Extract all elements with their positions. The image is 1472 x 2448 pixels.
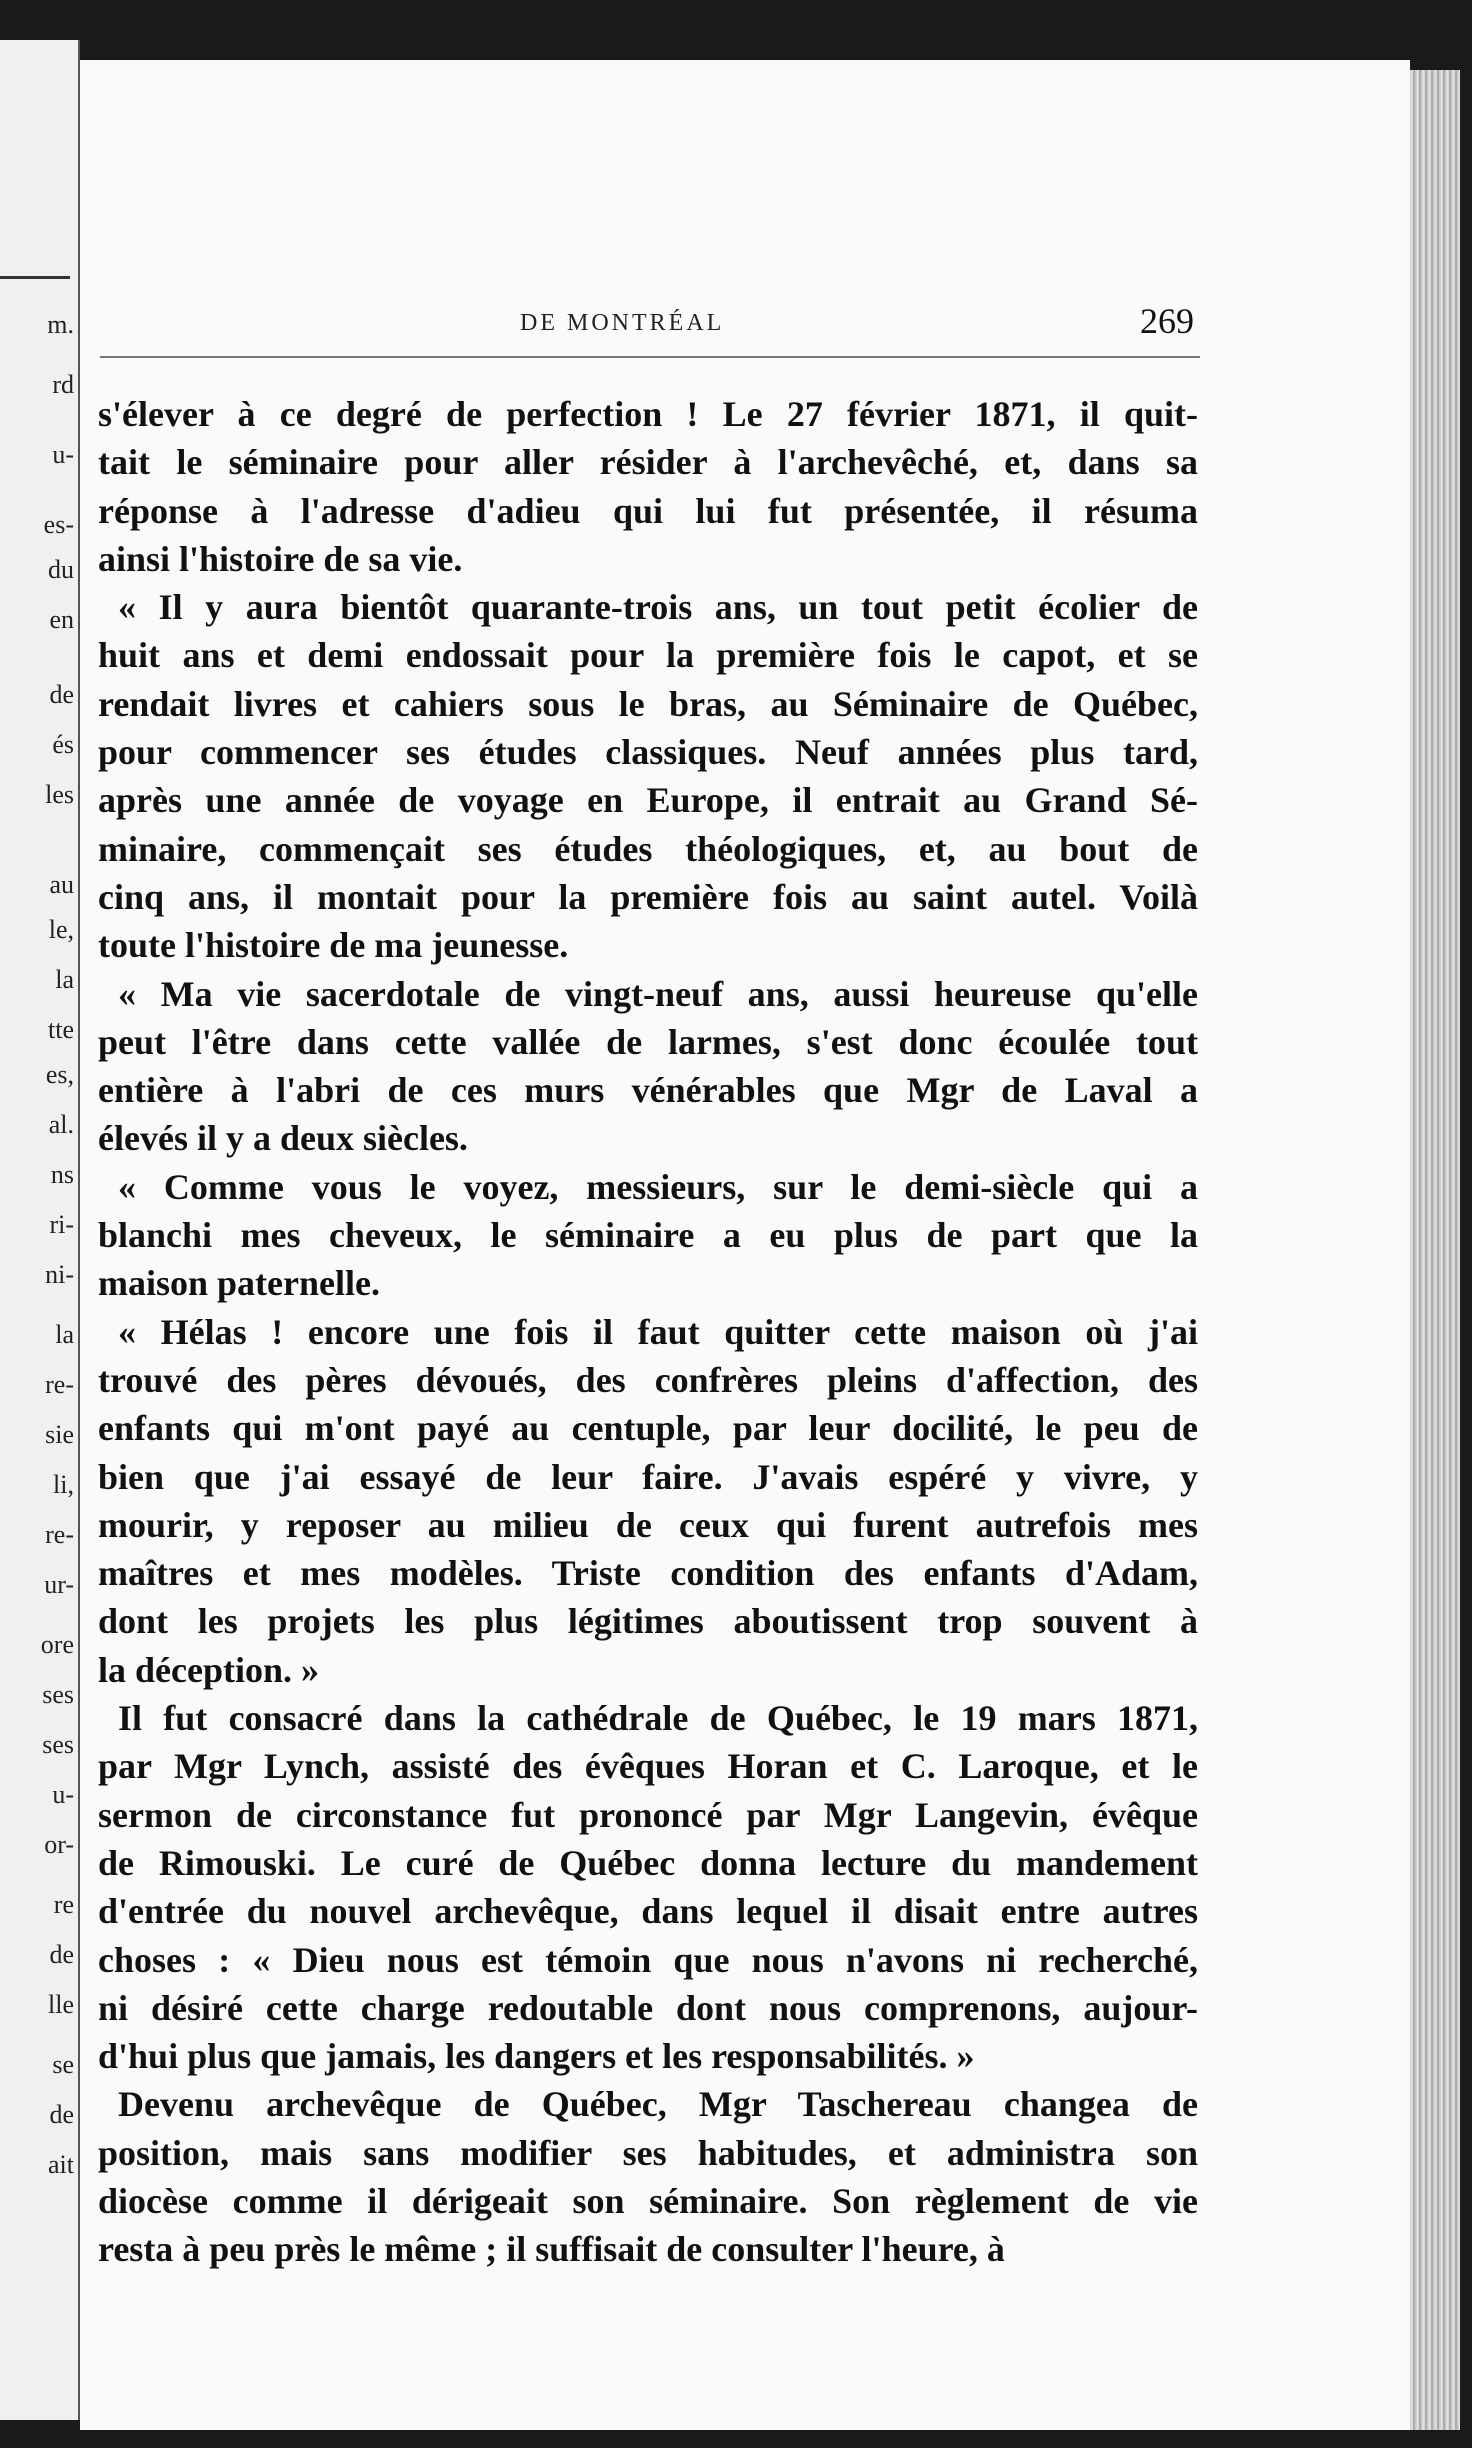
left-page-fragment: sie: [45, 1420, 74, 1449]
text-line: mourir, y reposer au milieu de ceux qui furent autrefois mes: [98, 1504, 1198, 1545]
page-edges: [1410, 70, 1460, 2430]
text-line: après une année de voyage en Europe, il entrait au Grand Sé-: [98, 780, 1198, 821]
left-page-fragment: re-: [45, 1520, 74, 1549]
text-line: maîtres et mes modèles. Triste condition des enfants d'Adam,: [98, 1553, 1198, 1594]
left-page-fragment: ni-: [45, 1260, 74, 1289]
text-line: de Rimouski. Le curé de Québec donna lecture du mandement: [98, 1842, 1198, 1883]
text-line: blanchi mes cheveux, le séminaire a eu plus de part que la: [98, 1215, 1198, 1256]
text-line: peut l'être dans cette vallée de larmes, s'est donc écoulée tout: [98, 1021, 1198, 1062]
left-page-fragment: se: [52, 2050, 74, 2079]
page-header: [80, 301, 1410, 348]
left-page-fragment: ait: [48, 2150, 74, 2179]
left-page-fragment: u-: [52, 1780, 74, 1809]
left-page-fragment: ns: [50, 1160, 74, 1189]
text-line: par Mgr Lynch, assisté des évêques Horan et C. Laroque, et le: [98, 1746, 1198, 1787]
text-line: pour commencer ses études classiques. Neuf années plus tard,: [98, 732, 1198, 773]
text-line: sermon de circonstance fut prononcé par Mgr Langevin, évêque: [98, 1794, 1198, 1835]
text-line: « Ma vie sacerdotale de vingt-neuf ans, aussi heureuse qu'elle: [118, 973, 1198, 1014]
text-line: dont les projets les plus légitimes aboutissent trop souvent à: [98, 1601, 1198, 1642]
left-page-fragment: al.: [48, 1110, 74, 1139]
text-line: minaire, commençait ses études théologiques, et, au bout de: [98, 828, 1198, 869]
left-page-fragment: les: [45, 780, 74, 809]
left-page-fragment: ses: [42, 1680, 74, 1709]
text-line: ainsi l'histoire de sa vie.: [98, 538, 463, 579]
text-line: entière à l'abri de ces murs vénérables que Mgr de Laval a: [98, 1070, 1198, 1111]
left-page-margin: [0, 40, 80, 2420]
left-page-fragment: ore: [40, 1630, 74, 1659]
text-line: Il fut consacré dans la cathédrale de Québec, le 19 mars 1871,: [118, 1698, 1198, 1739]
left-page-fragment: es-: [43, 510, 74, 539]
text-line: tait le séminaire pour aller résider à l'archevêché, et, dans sa: [98, 442, 1198, 483]
left-page-fragment: és: [52, 730, 74, 759]
text-line: « Hélas ! encore une fois il faut quitter cette maison où j'ai: [118, 1311, 1198, 1352]
left-page-fragment: m.: [47, 310, 74, 339]
left-page-fragment: li,: [53, 1470, 74, 1499]
left-page-fragment: de: [49, 680, 74, 709]
text-line: « Comme vous le voyez, messieurs, sur le demi-siècle qui a: [118, 1166, 1198, 1207]
book-page: [80, 60, 1410, 2430]
left-page-fragment: ses: [42, 1730, 74, 1759]
text-line: maison paternelle.: [98, 1263, 380, 1304]
text-line: rendait livres et cahiers sous le bras, au Séminaire de Québec,: [98, 683, 1198, 724]
text-line: cinq ans, il montait pour la première fois au saint autel. Voilà: [98, 876, 1198, 917]
text-line: resta à peu près le même ; il suffisait de consulter l'heure, à: [98, 2229, 1005, 2270]
left-page-rule: [0, 276, 70, 279]
text-line: la déception. »: [98, 1649, 319, 1690]
running-head: DE MONTRÉAL: [520, 310, 725, 336]
body-text: [98, 390, 1198, 2274]
text-line: bien que j'ai essayé de leur faire. J'avais espéré y vivre, y: [98, 1456, 1198, 1497]
text-line: réponse à l'adresse d'adieu qui lui fut présentée, il résuma: [98, 490, 1198, 531]
left-page-fragment: lle: [48, 1990, 74, 2019]
header-rule: [100, 356, 1200, 358]
left-page-fragment: du: [48, 555, 74, 584]
left-page-fragment: ri-: [49, 1210, 74, 1239]
text-line: d'hui plus que jamais, les dangers et les responsabilités. »: [98, 2036, 975, 2077]
left-page-fragment: de: [49, 2100, 74, 2129]
text-line: trouvé des pères dévoués, des confrères pleins d'affection, des: [98, 1359, 1198, 1400]
left-page-fragment: es,: [45, 1060, 74, 1089]
text-line: choses : « Dieu nous est témoin que nous n'avons ni recherché,: [98, 1939, 1198, 1980]
page-number: 269: [1140, 301, 1194, 341]
text-line: toute l'histoire de ma jeunesse.: [98, 925, 569, 966]
left-page-fragment: en: [49, 605, 74, 634]
left-page-fragment: re: [53, 1890, 74, 1919]
text-line: élevés il y a deux siècles.: [98, 1118, 468, 1159]
text-line: Devenu archevêque de Québec, Mgr Taschereau changea de: [118, 2084, 1198, 2125]
left-page-fragment: tte: [48, 1015, 74, 1044]
left-page-fragment: u-: [52, 440, 74, 469]
left-page-fragment: le,: [48, 915, 74, 944]
left-page-fragment: re-: [45, 1370, 74, 1399]
left-page-fragment: ur-: [44, 1570, 74, 1599]
left-page-fragment: or-: [44, 1830, 74, 1859]
text-line: s'élever à ce degré de perfection ! Le 27 février 1871, il quit-: [98, 394, 1198, 434]
left-page-fragment: au: [49, 870, 74, 899]
text-line: position, mais sans modifier ses habitudes, et administra son: [98, 2132, 1198, 2173]
text-line: ni désiré cette charge redoutable dont nous comprenons, aujour-: [98, 1987, 1198, 2028]
left-page-fragment: la: [55, 965, 74, 994]
text-line: enfants qui m'ont payé au centuple, par leur docilité, le peu de: [98, 1408, 1198, 1449]
text-line: diocèse comme il dérigeait son séminaire. Son règlement de vie: [98, 2180, 1198, 2221]
text-line: d'entrée du nouvel archevêque, dans lequel il disait entre autres: [98, 1891, 1198, 1932]
text-line: huit ans et demi endossait pour la première fois le capot, et se: [98, 635, 1198, 676]
left-page-fragment: rd: [52, 370, 74, 399]
left-page-fragment: de: [49, 1940, 74, 1969]
left-page-fragment: la: [55, 1320, 74, 1349]
text-line: « Il y aura bientôt quarante-trois ans, un tout petit écolier de: [118, 587, 1198, 628]
